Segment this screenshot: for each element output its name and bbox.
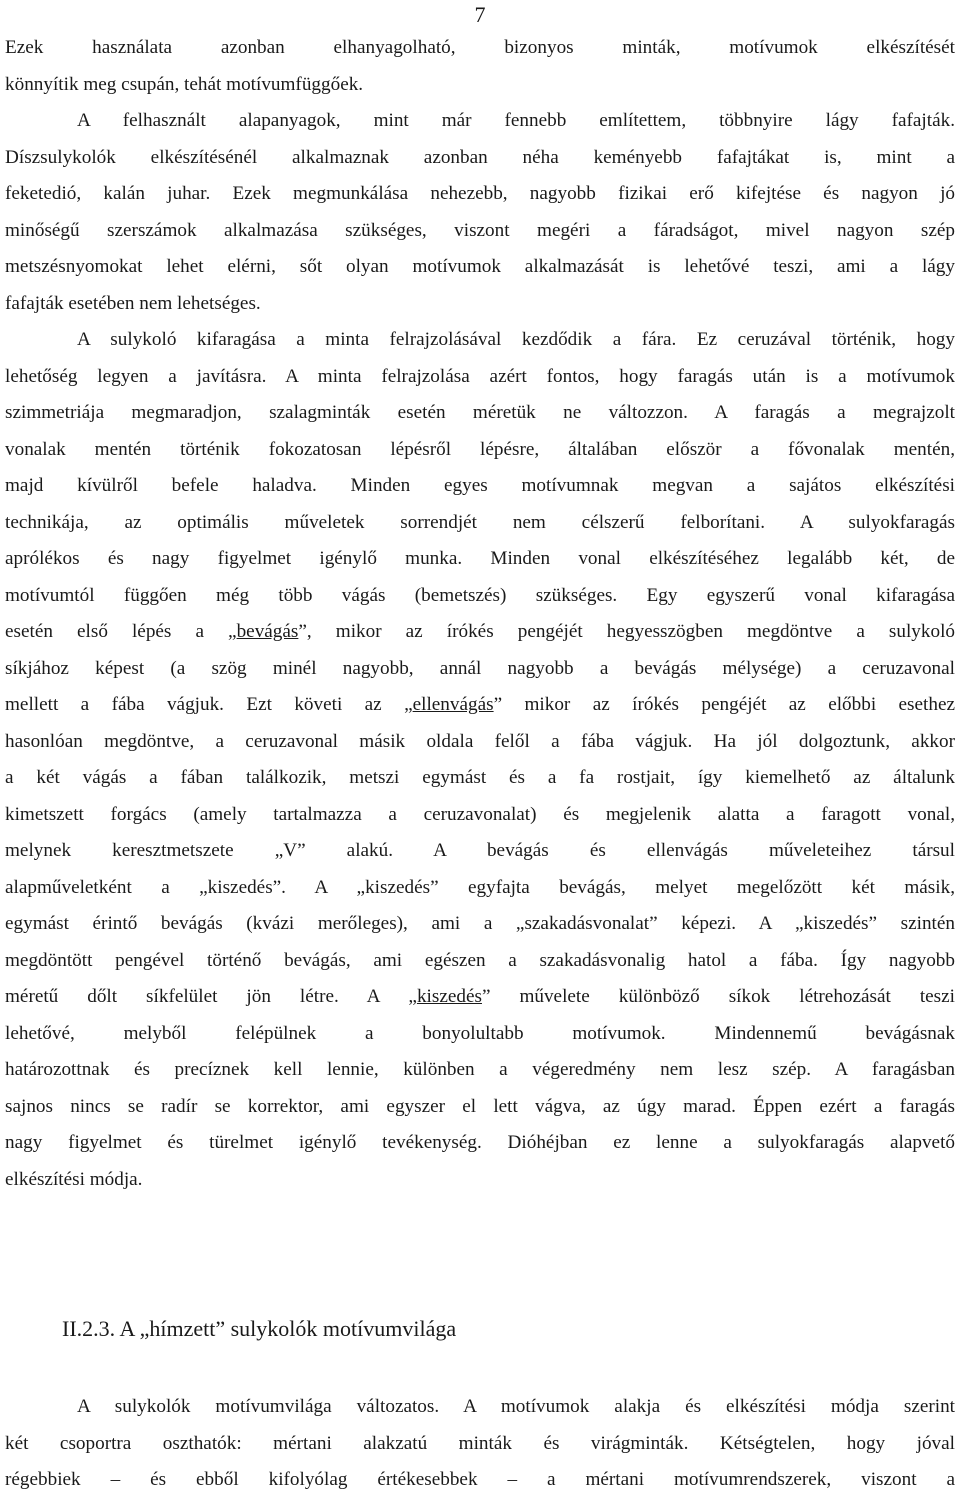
text-line: A sulykoló kifaragása a minta felrajzolásával kezdődik a fára. Ez ceruzával történik, hogy bbox=[77, 329, 955, 350]
text-line: fafajták esetében nem lehetséges. bbox=[5, 292, 261, 314]
text-line: hasonlóan megdöntve, a ceruzavonal másik oldala felől a fába vágjuk. Ha jól dolgoztunk, akkor bbox=[5, 730, 955, 752]
text-line-with-term bbox=[5, 687, 955, 724]
text-line: kimetszett forgács (amely tartalmazza a ceruzavonalat) és megjelenik alatta a faragott vonal, bbox=[5, 803, 955, 825]
text-line: majd kívülről befele haladva. Minden egyes motívumnak megvan a sajátos elkészítési bbox=[5, 475, 955, 496]
text-line: alapműveletként a „kiszedés”. A „kiszedés” egyfajta bevágás, melyet megelőzött két másik, bbox=[5, 876, 955, 898]
text-line: Ezek használata azonban elhanyagolható, bizonyos minták, motívumok elkészítését bbox=[5, 37, 955, 58]
page-number: 7 bbox=[474, 2, 486, 27]
text-line: régebbiek – és ebből kifolyólag értékesebbek – a mértani motívumrendszerek, viszont a bbox=[5, 1469, 955, 1490]
text-segment: ” mikor az írókés pengéjét az előbbi esethez bbox=[493, 694, 955, 715]
text-line: lehetővé, melyből felépülnek a bonyolultabb motívumok. Mindennemű bevágásnak bbox=[5, 1022, 955, 1044]
text-line: megdöntött pengével történő bevágás, ami egészen a szakadásvonalig hatol a fába. Így nagyobb bbox=[5, 949, 955, 971]
text-line: könnyítik meg csupán, tehát motívumfüggőek. bbox=[5, 73, 364, 95]
text-line: elkészítési módja. bbox=[5, 1168, 143, 1190]
text-line: nagy figyelmet és türelmet igénylő tevékenység. Dióhéjban ez lenne a sulyokfaragás alapvető bbox=[5, 1132, 955, 1153]
text-line: sajnos nincs se radír se korrektor, ami egyszer el lett vágva, az úgy marad. Éppen ezért a faragás bbox=[5, 1095, 955, 1117]
text-line: technikája, az optimális műveletek sorrendjét nem célszerű felborítani. A sulyokfaragás bbox=[5, 511, 955, 533]
text-segment: esetén első lépés a „ bbox=[5, 621, 237, 642]
text-segment: ”, mikor az írókés pengéjét hegyesszögben megdöntve a sulykoló bbox=[298, 621, 955, 642]
underlined-term-kiszedes: kiszedés bbox=[416, 986, 482, 1007]
text-line: vonalak mentén történik fokozatosan lépésről lépésre, általában először a fővonalak mentén, bbox=[5, 438, 955, 460]
text-line: szimmetriája megmaradjon, szalagminták esetén méretük ne változzon. A faragás a megrajzolt bbox=[5, 402, 955, 423]
text-line: motívumtól függően még több vágás (bemetszés) szükséges. Egy egyszerű vonal kifaragása bbox=[5, 584, 955, 606]
text-segment: méretű dőlt síkfelület jön létre. A „ bbox=[5, 986, 417, 1007]
text-line: a két vágás a fában találkozik, metszi egymást és a fa rostjait, így kiemelhető az általunk bbox=[5, 767, 955, 788]
section-heading: II.2.3. A „hímzett” sulykolók motívumvilága bbox=[62, 1316, 457, 1341]
text-line: melynek keresztmetszete „V” alakú. A bevágás és ellenvágás műveleteihez társul bbox=[5, 840, 955, 861]
text-line: metszésnyomokat lehet elérni, sőt olyan motívumok alkalmazását is lehetővé teszi, ami a lágy bbox=[5, 256, 955, 277]
text-segment: mellett a fába vágjuk. Ezt követi az „ bbox=[5, 694, 413, 715]
body-text bbox=[5, 30, 955, 1198]
text-line: síkjához képest (a szög minél nagyobb, annál nagyobb a bevágás mélysége) a ceruzavonal bbox=[5, 657, 955, 679]
text-line: minőségű szerszámok alkalmazása szükséges, viszont megéri a fáradságot, mivel nagyon szép bbox=[5, 219, 955, 241]
underlined-term-ellenvagas: ellenvágás bbox=[412, 694, 494, 715]
text-line: A felhasznált alapanyagok, mint már fennebb említettem, többnyire lágy fafajták. bbox=[77, 110, 955, 131]
text-line: feketedió, kalán juhar. Ezek megmunkálása nehezebb, nagyobb fizikai erő kifejtése és nagyon jó bbox=[5, 183, 955, 204]
text-line: lehetőség legyen a javításra. A minta felrajzolása azért fontos, hogy faragás után is a motívumok bbox=[5, 365, 955, 387]
text-line: A sulykolók motívumvilága változatos. A motívumok alakja és elkészítési módja szerint bbox=[77, 1396, 955, 1417]
text-line: határozottnak és precíznek kell lennie, különben a végeredmény nem lesz szép. A faragásban bbox=[5, 1059, 955, 1080]
text-line: egymást érintő bevágás (kvázi merőleges), ami a „szakadásvonalat” képezi. A „kiszedés” szintén bbox=[5, 913, 955, 934]
text-segment: ” művelete különböző síkok létrehozását teszi bbox=[481, 986, 955, 1007]
underlined-term-bevagas: bevágás bbox=[236, 621, 299, 642]
text-line: két csoportra oszthatók: mértani alakzatú minták és virágminták. Kétségtelen, hogy jóval bbox=[5, 1432, 955, 1454]
text-line: Díszsulykolók elkészítésénél alkalmaznak azonban néha keményebb fafajtákat is, mint a bbox=[5, 146, 955, 168]
text-line: aprólékos és nagy figyelmet igénylő munka. Minden vonal elkészítéséhez legalább két, de bbox=[5, 548, 955, 569]
body-text-section-2 bbox=[5, 1389, 955, 1499]
text-line-with-term bbox=[5, 979, 955, 1016]
text-line-with-term bbox=[5, 614, 955, 651]
